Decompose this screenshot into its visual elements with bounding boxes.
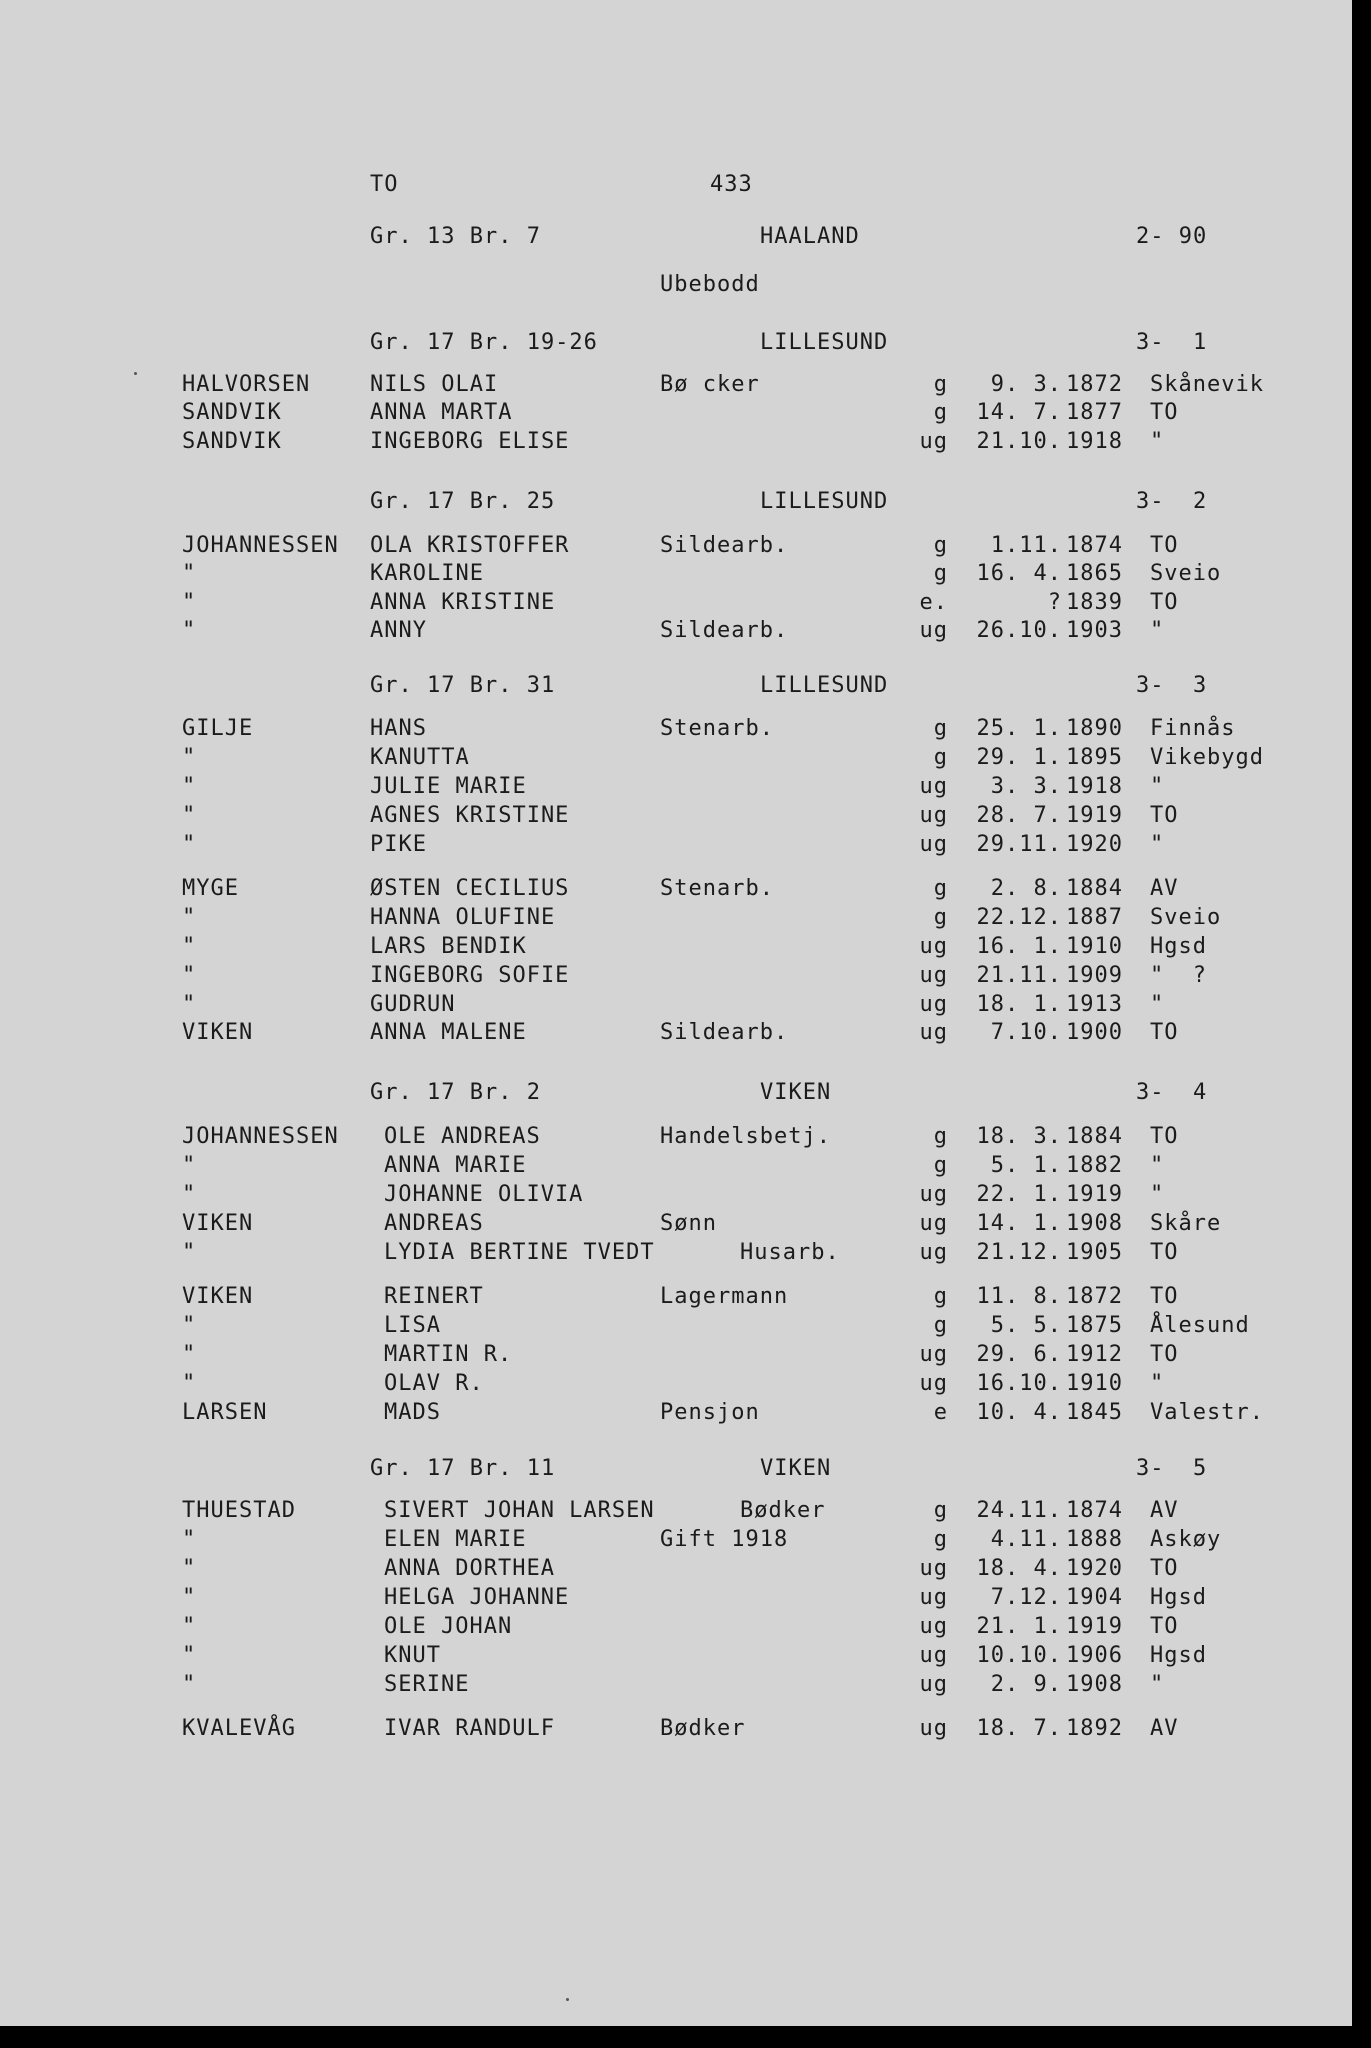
given-name: ANNA KRISTINE <box>370 590 556 615</box>
header-municipality: TO <box>370 172 399 197</box>
occupation: Lagermann <box>660 1284 789 1309</box>
given-name: REINERT <box>384 1284 484 1309</box>
birthplace: Askøy <box>1150 1527 1222 1552</box>
birthplace: " ? <box>1150 963 1207 988</box>
given-name: SERINE <box>384 1672 470 1697</box>
birthplace: TO <box>1150 590 1179 615</box>
section-gr-br: Gr. 13 Br. 7 <box>370 224 541 249</box>
marital-status: ug <box>919 429 948 454</box>
birth-date: 28. 7. <box>976 803 1062 828</box>
given-name: OLE JOHAN <box>384 1614 513 1639</box>
marital-status: ug <box>919 1240 948 1265</box>
birth-year: 1890 <box>1066 716 1123 741</box>
birth-year: 1874 <box>1066 533 1123 558</box>
birth-date: 2. 9. <box>990 1672 1062 1697</box>
given-name: MADS <box>384 1400 441 1425</box>
birthplace: " <box>1150 1153 1165 1178</box>
given-name: KANUTTA <box>370 745 470 770</box>
birth-date: 21.10. <box>976 429 1062 454</box>
birth-date: 18. 4. <box>976 1556 1062 1581</box>
marital-status: ug <box>919 1556 948 1581</box>
birth-date: 29. 6. <box>976 1342 1062 1367</box>
surname: " <box>182 561 197 586</box>
surname: JOHANNESSEN <box>182 1124 339 1149</box>
marital-status: g <box>933 745 948 770</box>
birth-date: 21. 1. <box>976 1614 1062 1639</box>
birth-date: 21.11. <box>976 963 1062 988</box>
birthplace: TO <box>1150 1124 1179 1149</box>
given-name: ANNA MARTA <box>370 400 513 425</box>
birth-date: 7.12. <box>990 1585 1062 1610</box>
given-name: OLE ANDREAS <box>384 1124 541 1149</box>
occupation: Stenarb. <box>660 716 774 741</box>
given-name: JOHANNE OLIVIA <box>384 1182 584 1207</box>
surname: " <box>182 1614 197 1639</box>
birth-date: 18. 1. <box>976 992 1062 1017</box>
marital-status: ug <box>919 1585 948 1610</box>
birth-year: 1877 <box>1066 400 1123 425</box>
surname: GILJE <box>182 716 254 741</box>
surname: " <box>182 1371 197 1396</box>
surname: SANDVIK <box>182 400 282 425</box>
given-name: NILS OLAI <box>370 372 499 397</box>
given-name: ANNY <box>370 618 427 643</box>
birth-date: 1.11. <box>990 533 1062 558</box>
scan-speck <box>566 1998 569 2001</box>
given-name: OLAV R. <box>384 1371 484 1396</box>
section-place: LILLESUND <box>760 489 889 514</box>
given-name: ANNA DORTHEA <box>384 1556 555 1581</box>
birth-year: 1903 <box>1066 618 1123 643</box>
birth-date: 26.10. <box>976 618 1062 643</box>
surname: " <box>182 618 197 643</box>
section-place: VIKEN <box>760 1456 832 1481</box>
given-name: GUDRUN <box>370 992 456 1017</box>
marital-status: e <box>933 1400 948 1425</box>
birth-year: 1910 <box>1066 1371 1123 1396</box>
occupation: Stenarb. <box>660 876 774 901</box>
birthplace: TO <box>1150 1342 1179 1367</box>
marital-status: ug <box>919 1643 948 1668</box>
surname: JOHANNESSEN <box>182 533 339 558</box>
birth-year: 1882 <box>1066 1153 1123 1178</box>
birth-date: 16. 1. <box>976 934 1062 959</box>
surname: " <box>182 905 197 930</box>
given-name: SIVERT JOHAN LARSEN <box>384 1498 655 1523</box>
surname: " <box>182 1342 197 1367</box>
birth-date: 29.11. <box>976 832 1062 857</box>
marital-status: g <box>933 561 948 586</box>
birthplace: AV <box>1150 1716 1179 1741</box>
surname: " <box>182 1313 197 1338</box>
birth-year: 1919 <box>1066 1614 1123 1639</box>
birth-date: 14. 7. <box>976 400 1062 425</box>
birth-year: 1887 <box>1066 905 1123 930</box>
marital-status: ug <box>919 1716 948 1741</box>
birthplace: TO <box>1150 1284 1179 1309</box>
given-name: LISA <box>384 1313 441 1338</box>
birth-year: 1919 <box>1066 803 1123 828</box>
page-number: 433 <box>710 172 753 197</box>
birth-year: 1904 <box>1066 1585 1123 1610</box>
birth-date: 10.10. <box>976 1643 1062 1668</box>
birth-date: 9. 3. <box>990 372 1062 397</box>
marital-status: ug <box>919 992 948 1017</box>
marital-status: g <box>933 716 948 741</box>
birthplace: Skåre <box>1150 1211 1222 1236</box>
surname: KVALEVÅG <box>182 1716 296 1741</box>
section-code: 3- 4 <box>1136 1080 1208 1105</box>
marital-status: g <box>933 1498 948 1523</box>
section-code: 2- 90 <box>1136 224 1208 249</box>
birthplace: Hgsd <box>1150 1585 1207 1610</box>
given-name: HANS <box>370 716 427 741</box>
surname: " <box>182 1240 197 1265</box>
occupation: Sildearb. <box>660 1020 789 1045</box>
marital-status: ug <box>919 963 948 988</box>
birth-date: 29. 1. <box>976 745 1062 770</box>
marital-status: ug <box>919 1371 948 1396</box>
birthplace: Sveio <box>1150 561 1222 586</box>
surname: " <box>182 1585 197 1610</box>
birthplace: Vikebygd <box>1150 745 1264 770</box>
birth-year: 1884 <box>1066 1124 1123 1149</box>
birthplace: TO <box>1150 533 1179 558</box>
marital-status: g <box>933 1313 948 1338</box>
surname: " <box>182 745 197 770</box>
surname: " <box>182 1153 197 1178</box>
given-name: HANNA OLUFINE <box>370 905 556 930</box>
birth-year: 1918 <box>1066 429 1123 454</box>
occupation: Bødker <box>660 1716 746 1741</box>
given-name: LARS BENDIK <box>370 934 527 959</box>
given-name: ANNA MALENE <box>370 1020 527 1045</box>
given-name: ANDREAS <box>384 1211 484 1236</box>
occupation: Bødker <box>740 1498 826 1523</box>
birth-year: 1920 <box>1066 1556 1123 1581</box>
given-name: KNUT <box>384 1643 441 1668</box>
birth-year: 1920 <box>1066 832 1123 857</box>
birth-year: 1884 <box>1066 876 1123 901</box>
birthplace: " <box>1150 429 1165 454</box>
birth-date: 5. 1. <box>990 1153 1062 1178</box>
marital-status: ug <box>919 1020 948 1045</box>
given-name: HELGA JOHANNE <box>384 1585 570 1610</box>
birth-date: 10. 4. <box>976 1400 1062 1425</box>
birth-year: 1892 <box>1066 1716 1123 1741</box>
birth-year: 1888 <box>1066 1527 1123 1552</box>
section-code: 3- 2 <box>1136 489 1208 514</box>
surname: MYGE <box>182 876 239 901</box>
birthplace: Skånevik <box>1150 372 1264 397</box>
birth-date: 25. 1. <box>976 716 1062 741</box>
surname: VIKEN <box>182 1211 254 1236</box>
birth-date: 21.12. <box>976 1240 1062 1265</box>
birth-date: 14. 1. <box>976 1211 1062 1236</box>
birth-date: 7.10. <box>990 1020 1062 1045</box>
given-name: AGNES KRISTINE <box>370 803 570 828</box>
birth-date: 3. 3. <box>990 774 1062 799</box>
surname: THUESTAD <box>182 1498 296 1523</box>
birthplace: Hgsd <box>1150 1643 1207 1668</box>
birth-date: 18. 7. <box>976 1716 1062 1741</box>
occupation: Sildearb. <box>660 618 789 643</box>
scan-speck <box>134 372 137 375</box>
marital-status: ug <box>919 803 948 828</box>
marital-status: g <box>933 1153 948 1178</box>
birth-year: 1875 <box>1066 1313 1123 1338</box>
section-place: VIKEN <box>760 1080 832 1105</box>
marital-status: g <box>933 533 948 558</box>
marital-status: ug <box>919 618 948 643</box>
birth-year: 1900 <box>1066 1020 1123 1045</box>
birthplace: TO <box>1150 1240 1179 1265</box>
given-name: INGEBORG SOFIE <box>370 963 570 988</box>
marital-status: ug <box>919 1342 948 1367</box>
birthplace: Sveio <box>1150 905 1222 930</box>
marital-status: g <box>933 876 948 901</box>
section-note: Ubebodd <box>660 272 760 297</box>
birthplace: " <box>1150 1371 1165 1396</box>
birth-date: 16. 4. <box>976 561 1062 586</box>
occupation: Gift 1918 <box>660 1527 789 1552</box>
birth-year: 1845 <box>1066 1400 1123 1425</box>
section-place: LILLESUND <box>760 330 889 355</box>
birthplace: " <box>1150 832 1165 857</box>
marital-status: ug <box>919 934 948 959</box>
marital-status: g <box>933 400 948 425</box>
given-name: PIKE <box>370 832 427 857</box>
given-name: ANNA MARIE <box>384 1153 527 1178</box>
birth-date: 5. 5. <box>990 1313 1062 1338</box>
surname: LARSEN <box>182 1400 268 1425</box>
surname: " <box>182 992 197 1017</box>
surname: " <box>182 1556 197 1581</box>
birthplace: " <box>1150 618 1165 643</box>
marital-status: g <box>933 905 948 930</box>
surname: " <box>182 1182 197 1207</box>
section-code: 3- 1 <box>1136 330 1208 355</box>
section-code: 3- 3 <box>1136 673 1208 698</box>
section-gr-br: Gr. 17 Br. 19-26 <box>370 330 598 355</box>
birth-date: 2. 8. <box>990 876 1062 901</box>
marital-status: g <box>933 1124 948 1149</box>
given-name: LYDIA BERTINE TVEDT <box>384 1240 655 1265</box>
occupation: Sildearb. <box>660 533 789 558</box>
birthplace: TO <box>1150 1556 1179 1581</box>
birth-date: ? <box>1047 590 1062 615</box>
birth-year: 1872 <box>1066 372 1123 397</box>
given-name: ELEN MARIE <box>384 1527 527 1552</box>
given-name: JULIE MARIE <box>370 774 527 799</box>
birthplace: TO <box>1150 803 1179 828</box>
section-place: HAALAND <box>760 224 860 249</box>
birth-date: 4.11. <box>990 1527 1062 1552</box>
marital-status: e. <box>919 590 948 615</box>
surname: " <box>182 832 197 857</box>
birth-date: 22. 1. <box>976 1182 1062 1207</box>
occupation: Bø cker <box>660 372 760 397</box>
birth-date: 18. 3. <box>976 1124 1062 1149</box>
occupation: Pensjon <box>660 1400 760 1425</box>
surname: VIKEN <box>182 1284 254 1309</box>
birth-year: 1874 <box>1066 1498 1123 1523</box>
birthplace: TO <box>1150 1020 1179 1045</box>
birth-year: 1839 <box>1066 590 1123 615</box>
birth-year: 1910 <box>1066 934 1123 959</box>
section-gr-br: Gr. 17 Br. 31 <box>370 673 556 698</box>
birth-year: 1908 <box>1066 1211 1123 1236</box>
birthplace: AV <box>1150 1498 1179 1523</box>
surname: " <box>182 1672 197 1697</box>
birthplace: " <box>1150 1182 1165 1207</box>
marital-status: ug <box>919 1614 948 1639</box>
birth-year: 1912 <box>1066 1342 1123 1367</box>
occupation: Husarb. <box>740 1240 840 1265</box>
birth-year: 1906 <box>1066 1643 1123 1668</box>
section-place: LILLESUND <box>760 673 889 698</box>
birthplace: TO <box>1150 1614 1179 1639</box>
birth-year: 1918 <box>1066 774 1123 799</box>
surname: " <box>182 1643 197 1668</box>
given-name: INGEBORG ELISE <box>370 429 570 454</box>
surname: " <box>182 934 197 959</box>
surname: " <box>182 774 197 799</box>
surname: HALVORSEN <box>182 372 311 397</box>
surname: VIKEN <box>182 1020 254 1045</box>
birth-year: 1909 <box>1066 963 1123 988</box>
birth-date: 16.10. <box>976 1371 1062 1396</box>
section-code: 3- 5 <box>1136 1456 1208 1481</box>
surname: " <box>182 803 197 828</box>
occupation: Handelsbetj. <box>660 1124 831 1149</box>
given-name: OLA KRISTOFFER <box>370 533 570 558</box>
birthplace: Ålesund <box>1150 1313 1250 1338</box>
birthplace: Hgsd <box>1150 934 1207 959</box>
birth-year: 1865 <box>1066 561 1123 586</box>
marital-status: ug <box>919 832 948 857</box>
birth-year: 1919 <box>1066 1182 1123 1207</box>
birth-year: 1905 <box>1066 1240 1123 1265</box>
birth-year: 1872 <box>1066 1284 1123 1309</box>
surname: " <box>182 590 197 615</box>
birth-date: 11. 8. <box>976 1284 1062 1309</box>
marital-status: ug <box>919 1182 948 1207</box>
birthplace: TO <box>1150 400 1179 425</box>
marital-status: ug <box>919 774 948 799</box>
given-name: KAROLINE <box>370 561 484 586</box>
section-gr-br: Gr. 17 Br. 11 <box>370 1456 556 1481</box>
given-name: MARTIN R. <box>384 1342 513 1367</box>
marital-status: ug <box>919 1672 948 1697</box>
section-gr-br: Gr. 17 Br. 2 <box>370 1080 541 1105</box>
marital-status: g <box>933 1284 948 1309</box>
birthplace: AV <box>1150 876 1179 901</box>
given-name: ØSTEN CECILIUS <box>370 876 570 901</box>
marital-status: g <box>933 1527 948 1552</box>
birthplace: " <box>1150 774 1165 799</box>
surname: SANDVIK <box>182 429 282 454</box>
birthplace: Valestr. <box>1150 1400 1264 1425</box>
section-gr-br: Gr. 17 Br. 25 <box>370 489 556 514</box>
birth-date: 22.12. <box>976 905 1062 930</box>
birth-year: 1895 <box>1066 745 1123 770</box>
surname: " <box>182 963 197 988</box>
occupation: Sønn <box>660 1211 717 1236</box>
birthplace: Finnås <box>1150 716 1236 741</box>
marital-status: ug <box>919 1211 948 1236</box>
surname: " <box>182 1527 197 1552</box>
birthplace: " <box>1150 992 1165 1017</box>
birth-year: 1908 <box>1066 1672 1123 1697</box>
birthplace: " <box>1150 1672 1165 1697</box>
birth-year: 1913 <box>1066 992 1123 1017</box>
given-name: IVAR RANDULF <box>384 1716 555 1741</box>
birth-date: 24.11. <box>976 1498 1062 1523</box>
marital-status: g <box>933 372 948 397</box>
